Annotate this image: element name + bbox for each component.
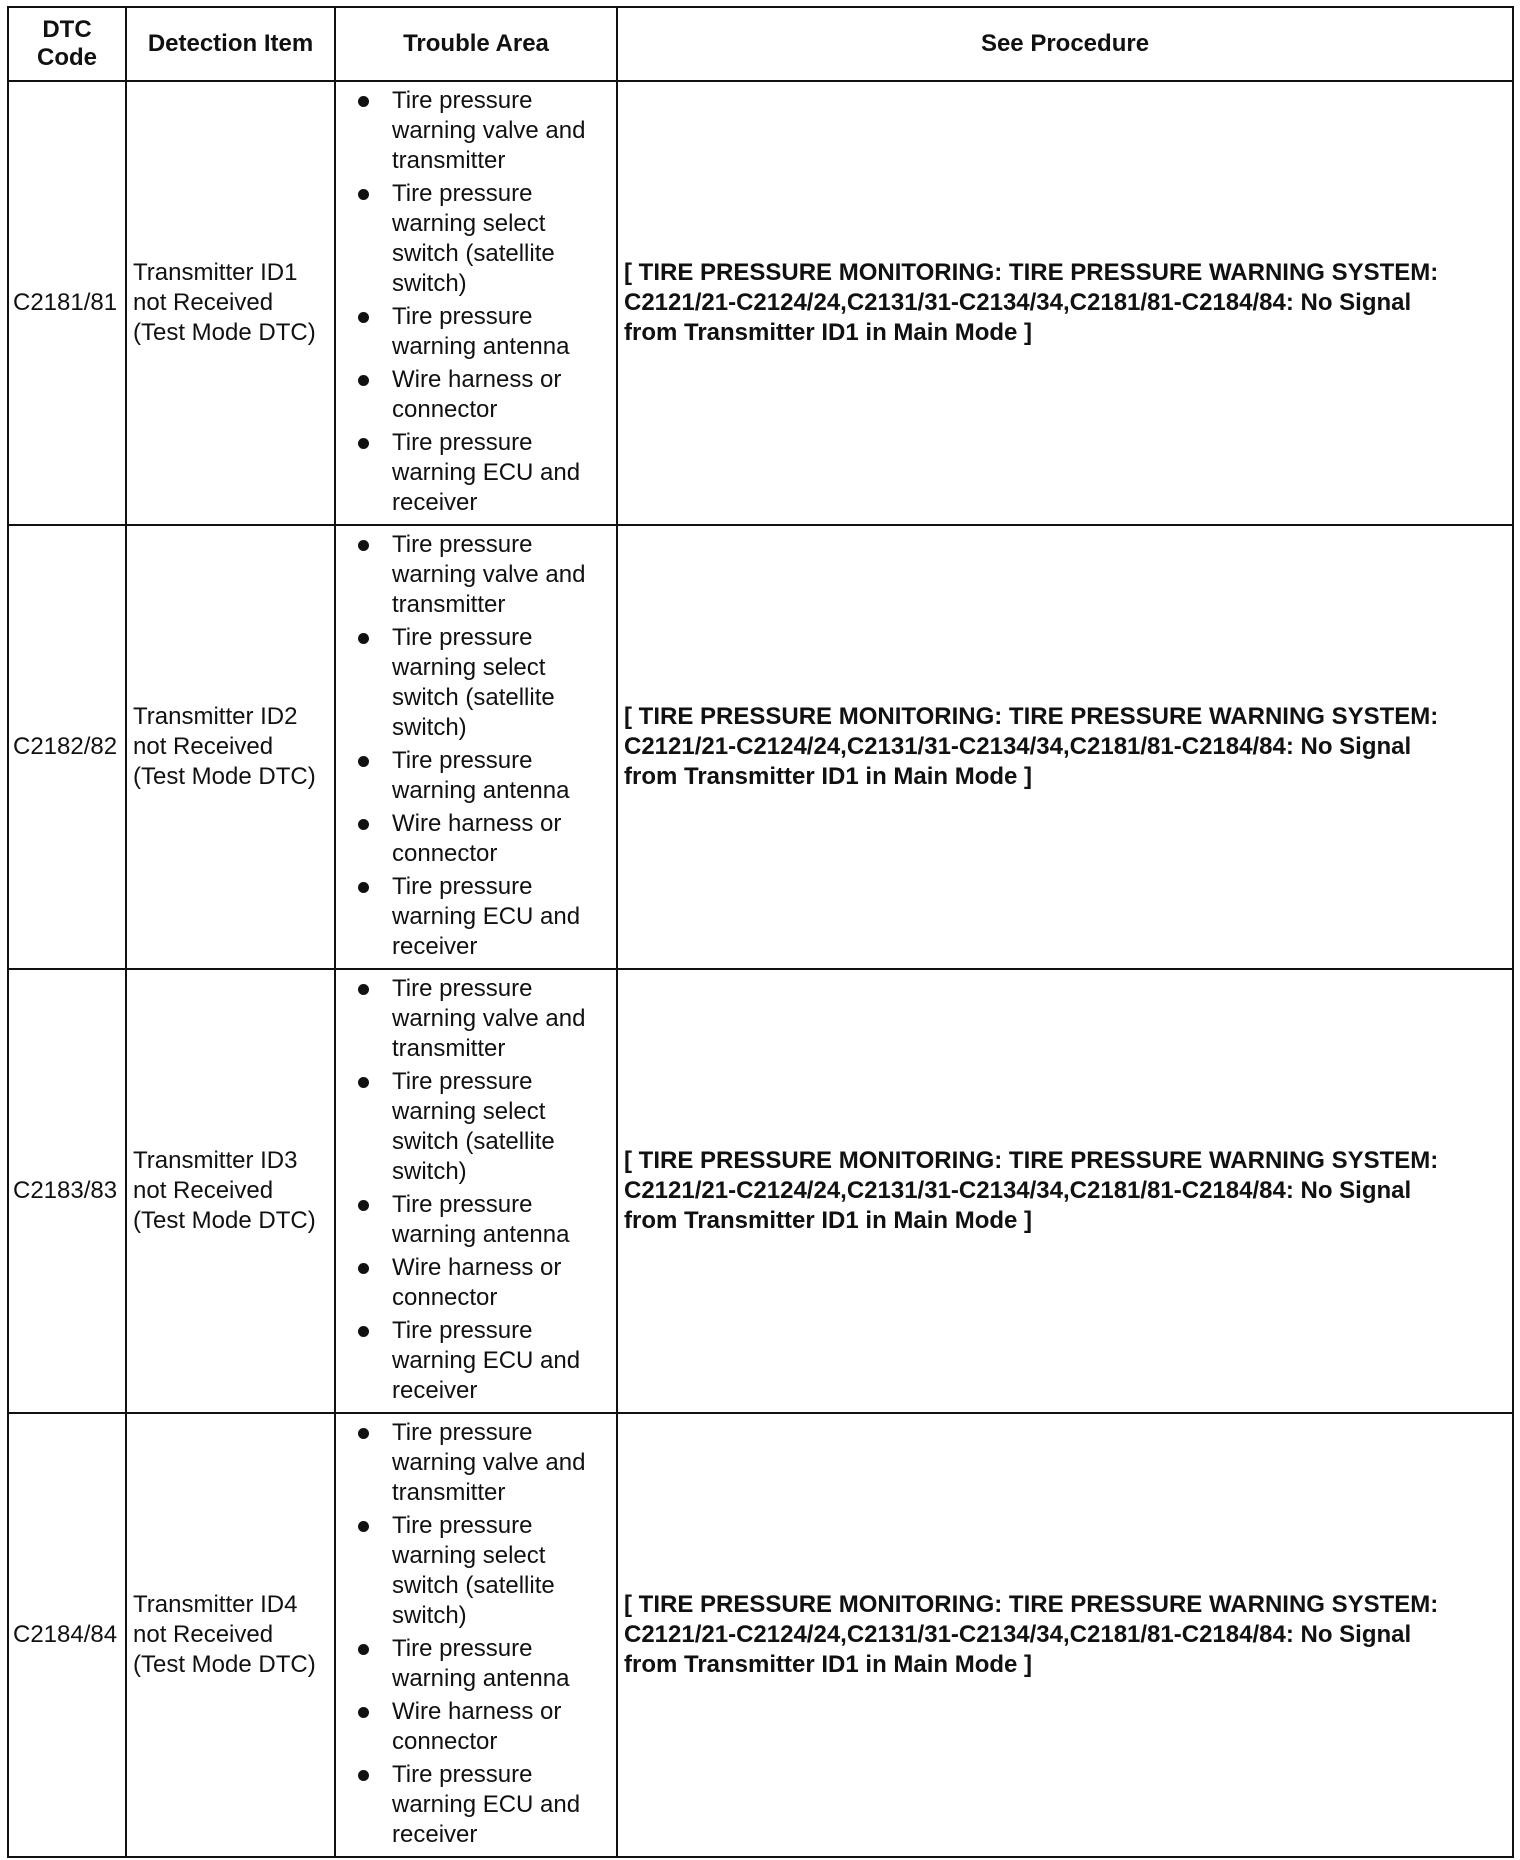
trouble-area-item (356, 1511, 610, 1631)
trouble-area-item (356, 1253, 610, 1313)
bullet-icon (358, 1263, 369, 1274)
trouble-area-item (356, 1634, 610, 1694)
header-dtc-code-line-2: Code (37, 44, 97, 71)
trouble-area-cell (335, 81, 617, 525)
trouble-area-line: warning antenna (392, 332, 570, 360)
trouble-area-cell (335, 1413, 617, 1857)
detection-item-line: not Received (133, 1177, 274, 1204)
trouble-area-line: warning ECU and (392, 458, 581, 486)
see-procedure-link-line[interactable]: [ TIRE PRESSURE MONITORING: TIRE PRESSURE WARNING SYSTEM: (624, 259, 1439, 286)
detection-item-line: (Test Mode DTC) (133, 319, 316, 346)
trouble-area-cell (335, 969, 617, 1413)
trouble-area-item (356, 365, 610, 425)
bullet-icon (358, 189, 369, 200)
see-procedure-cell (617, 969, 1513, 1413)
trouble-area-line: Tire pressure (392, 428, 533, 456)
see-procedure-link-line[interactable]: C2121/21-C2124/24,C2131/31-C2134/34,C2181/81-C2184/84: No Signal (624, 1621, 1412, 1648)
table-row (8, 81, 1513, 525)
trouble-area-item (356, 746, 610, 806)
trouble-area-line: warning antenna (392, 776, 570, 804)
see-procedure-link-line[interactable]: C2121/21-C2124/24,C2131/31-C2134/34,C2181/81-C2184/84: No Signal (624, 733, 1412, 760)
see-procedure-link-line[interactable]: [ TIRE PRESSURE MONITORING: TIRE PRESSURE WARNING SYSTEM: (624, 1147, 1439, 1174)
detection-item-line: Transmitter ID3 (133, 1147, 298, 1174)
trouble-area-line: Wire harness or (392, 1253, 562, 1281)
trouble-area-item (356, 1760, 610, 1850)
trouble-area-line: connector (392, 395, 498, 423)
trouble-area-line: connector (392, 839, 498, 867)
trouble-area-list (356, 530, 610, 962)
bullet-icon (358, 1326, 369, 1337)
bullet-icon (358, 438, 369, 449)
trouble-area-line: Tire pressure (392, 530, 533, 558)
trouble-area-line: Tire pressure (392, 623, 533, 651)
detection-item-cell (126, 525, 335, 969)
trouble-area-line: warning antenna (392, 1220, 570, 1248)
trouble-area-line: switch (satellite (392, 1127, 555, 1155)
trouble-area-line: Tire pressure (392, 1190, 533, 1218)
header-dtc-code (8, 7, 126, 81)
trouble-area-line: Wire harness or (392, 809, 562, 837)
trouble-area-list (356, 1418, 610, 1850)
trouble-area-item (356, 302, 610, 362)
trouble-area-line: transmitter (392, 1478, 506, 1506)
bullet-icon (358, 1521, 369, 1532)
trouble-area-item (356, 428, 610, 518)
trouble-area-line: warning valve and (392, 560, 586, 588)
bullet-icon (358, 633, 369, 644)
see-procedure-cell (617, 525, 1513, 969)
dtc-code-cell: C2184/84 (8, 1413, 126, 1857)
trouble-area-item (356, 872, 610, 962)
trouble-area-cell (335, 525, 617, 969)
table-body (8, 81, 1513, 1857)
detection-item-line: (Test Mode DTC) (133, 1207, 316, 1234)
trouble-area-line: warning valve and (392, 1448, 586, 1476)
trouble-area-line: Wire harness or (392, 365, 562, 393)
see-procedure-link-line[interactable]: from Transmitter ID1 in Main Mode ] (624, 1651, 1033, 1678)
trouble-area-line: switch) (392, 713, 467, 741)
trouble-area-line: Tire pressure (392, 1511, 533, 1539)
trouble-area-item (356, 1418, 610, 1508)
detection-item-line: (Test Mode DTC) (133, 1651, 316, 1678)
table-row (8, 1413, 1513, 1857)
trouble-area-line: receiver (392, 932, 478, 960)
dtc-code-cell: C2181/81 (8, 81, 126, 525)
header-trouble-area: Trouble Area (335, 7, 617, 81)
see-procedure-link-line[interactable]: from Transmitter ID1 in Main Mode ] (624, 319, 1033, 346)
trouble-area-item (356, 974, 610, 1064)
trouble-area-line: transmitter (392, 590, 506, 618)
bullet-icon (358, 984, 369, 995)
dtc-code-cell: C2183/83 (8, 969, 126, 1413)
detection-item-line: (Test Mode DTC) (133, 763, 316, 790)
trouble-area-line: Tire pressure (392, 974, 533, 1002)
trouble-area-line: receiver (392, 1376, 478, 1404)
header-dtc-code-line-1: DTC (42, 16, 92, 43)
see-procedure-link-line[interactable]: [ TIRE PRESSURE MONITORING: TIRE PRESSURE WARNING SYSTEM: (624, 1591, 1439, 1618)
trouble-area-line: switch (satellite (392, 683, 555, 711)
bullet-icon (358, 96, 369, 107)
bullet-icon (358, 375, 369, 386)
trouble-area-line: Tire pressure (392, 1067, 533, 1095)
bullet-icon (358, 819, 369, 830)
trouble-area-line: warning valve and (392, 116, 586, 144)
trouble-area-line: connector (392, 1727, 498, 1755)
trouble-area-line: warning ECU and (392, 1790, 581, 1818)
see-procedure-link-line[interactable]: C2121/21-C2124/24,C2131/31-C2134/34,C2181/81-C2184/84: No Signal (624, 289, 1412, 316)
trouble-area-line: switch) (392, 1601, 467, 1629)
header-row (8, 7, 1513, 81)
trouble-area-line: warning select (392, 1541, 546, 1569)
detection-item-line: not Received (133, 289, 274, 316)
trouble-area-line: warning select (392, 1097, 546, 1125)
trouble-area-line: Tire pressure (392, 1760, 533, 1788)
detection-item-cell (126, 1413, 335, 1857)
bullet-icon (358, 1077, 369, 1088)
trouble-area-line: warning ECU and (392, 1346, 581, 1374)
trouble-area-item (356, 1067, 610, 1187)
bullet-icon (358, 540, 369, 551)
table-header (8, 7, 1513, 81)
trouble-area-line: Tire pressure (392, 1316, 533, 1344)
trouble-area-item (356, 1316, 610, 1406)
see-procedure-link-line[interactable]: from Transmitter ID1 in Main Mode ] (624, 763, 1033, 790)
trouble-area-line: switch (satellite (392, 239, 555, 267)
trouble-area-item (356, 179, 610, 299)
trouble-area-line: receiver (392, 488, 478, 516)
bullet-icon (358, 1707, 369, 1718)
see-procedure-cell (617, 81, 1513, 525)
trouble-area-list (356, 974, 610, 1406)
trouble-area-line: Tire pressure (392, 746, 533, 774)
trouble-area-line: warning valve and (392, 1004, 586, 1032)
detection-item-cell (126, 81, 335, 525)
trouble-area-line: warning select (392, 209, 546, 237)
trouble-area-line: receiver (392, 1820, 478, 1848)
bullet-icon (358, 756, 369, 767)
trouble-area-line: transmitter (392, 146, 506, 174)
see-procedure-link-line[interactable]: [ TIRE PRESSURE MONITORING: TIRE PRESSURE WARNING SYSTEM: (624, 703, 1439, 730)
detection-item-line: not Received (133, 733, 274, 760)
detection-item-line: not Received (133, 1621, 274, 1648)
see-procedure-link-line[interactable]: from Transmitter ID1 in Main Mode ] (624, 1207, 1033, 1234)
trouble-area-item (356, 809, 610, 869)
trouble-area-line: Tire pressure (392, 302, 533, 330)
detection-item-cell (126, 969, 335, 1413)
trouble-area-item (356, 530, 610, 620)
bullet-icon (358, 1428, 369, 1439)
trouble-area-line: switch (satellite (392, 1571, 555, 1599)
bullet-icon (358, 1200, 369, 1211)
bullet-icon (358, 1644, 369, 1655)
trouble-area-line: connector (392, 1283, 498, 1311)
trouble-area-line: warning antenna (392, 1664, 570, 1692)
trouble-area-line: switch) (392, 1157, 467, 1185)
dtc-code-cell: C2182/82 (8, 525, 126, 969)
trouble-area-list (356, 86, 610, 518)
trouble-area-line: Tire pressure (392, 1634, 533, 1662)
trouble-area-line: Wire harness or (392, 1697, 562, 1725)
bullet-icon (358, 1770, 369, 1781)
dtc-table (7, 6, 1514, 1858)
detection-item-line: Transmitter ID4 (133, 1591, 298, 1618)
table-row (8, 525, 1513, 969)
see-procedure-link-line[interactable]: C2121/21-C2124/24,C2131/31-C2134/34,C2181/81-C2184/84: No Signal (624, 1177, 1412, 1204)
detection-item-line: Transmitter ID2 (133, 703, 298, 730)
trouble-area-line: Tire pressure (392, 86, 533, 114)
bullet-icon (358, 882, 369, 893)
trouble-area-item (356, 623, 610, 743)
trouble-area-line: transmitter (392, 1034, 506, 1062)
trouble-area-line: Tire pressure (392, 1418, 533, 1446)
detection-item-line: Transmitter ID1 (133, 259, 298, 286)
bullet-icon (358, 312, 369, 323)
table-row (8, 969, 1513, 1413)
trouble-area-line: warning ECU and (392, 902, 581, 930)
trouble-area-line: Tire pressure (392, 872, 533, 900)
trouble-area-item (356, 86, 610, 176)
trouble-area-line: warning select (392, 653, 546, 681)
header-detection-item: Detection Item (126, 7, 335, 81)
see-procedure-cell (617, 1413, 1513, 1857)
trouble-area-item (356, 1190, 610, 1250)
trouble-area-item (356, 1697, 610, 1757)
header-see-procedure: See Procedure (617, 7, 1513, 81)
trouble-area-line: switch) (392, 269, 467, 297)
trouble-area-line: Tire pressure (392, 179, 533, 207)
